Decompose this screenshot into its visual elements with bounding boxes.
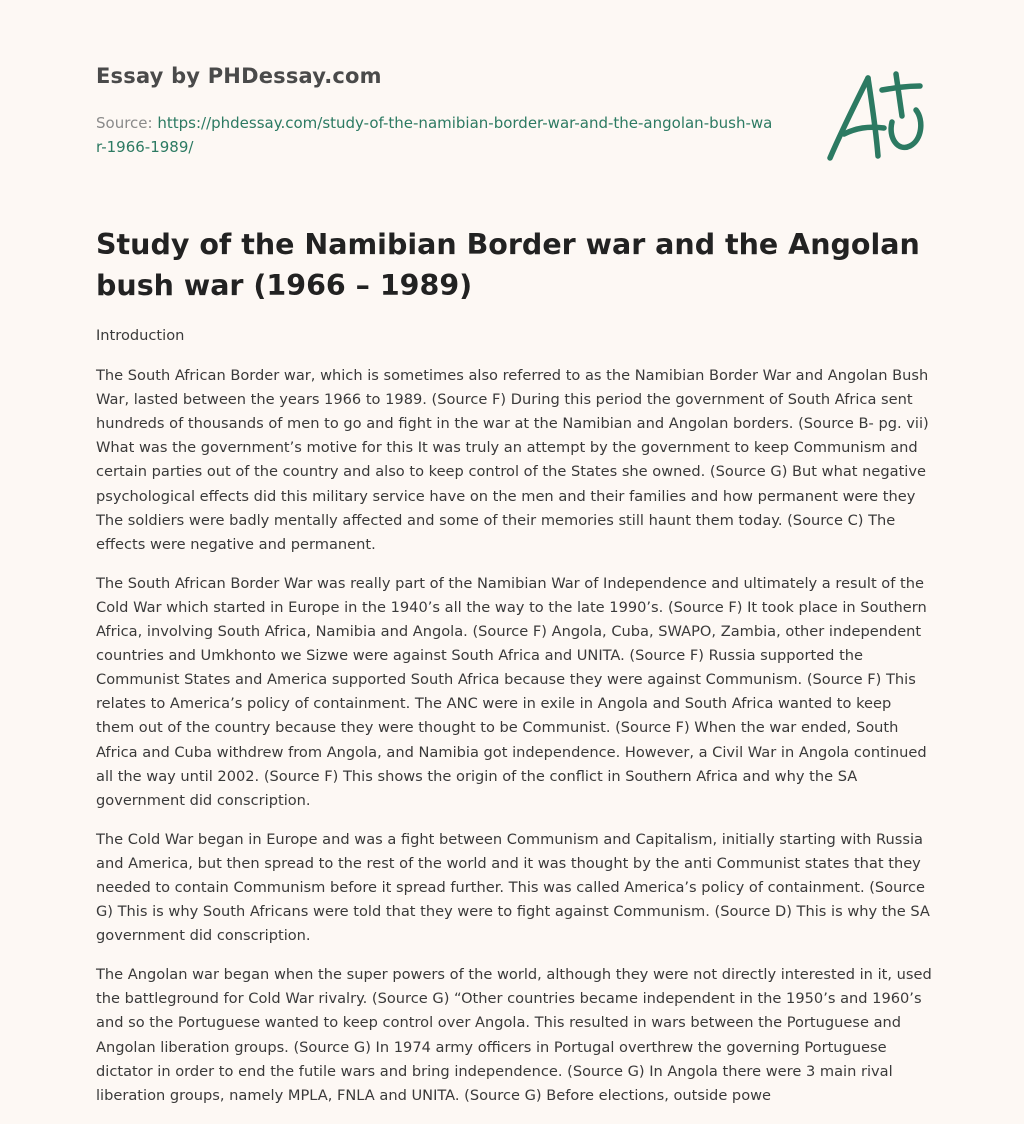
section-heading: Introduction bbox=[96, 327, 185, 344]
a-plus-logo-icon bbox=[822, 68, 928, 166]
essay-title: Study of the Namibian Border war and the Angolan bush war (1966 – 1989) bbox=[96, 228, 920, 302]
site-title: Essay by PHDessay.com bbox=[96, 64, 382, 88]
source-label: Source: bbox=[96, 114, 153, 132]
paragraph: The Cold War began in Europe and was a fight between Communism and Capitalism, initially starting with Russia and America, but then spread to the rest of the world and it was thought by the anti Communist states that they needed to contain Communism before it spread further. This was called America’s policy of containment. (Source G) This is why South Africans were told that they were to fight against Communism. (Source D) This is why the SA government did conscription. bbox=[96, 830, 930, 945]
essay-body bbox=[96, 324, 932, 1123]
source-line bbox=[96, 111, 776, 159]
paragraph: The South African Border war, which is sometimes also referred to as the Namibian Border War and Angolan Bush War, lasted between the years 1966 to 1989. (Source F) During this period the government of South Africa sent hundreds of thousands of men to go and fight in the war at the Namibian and Angolan borders. (Source B- pg. vii) What was the government’s motive for this It was truly an attempt by the government to keep Communism and certain parties out of the country and also to keep control of the States she owned. (Source G) But what negative psychological effects did this military service have on the men and their families and how permanent were they The soldiers were badly mentally affected and some of their memories still haunt them today. (Source C) The effects were negative and permanent. bbox=[96, 367, 929, 553]
source-link[interactable]: https://phdessay.com/study-of-the-namibian-border-war-and-the-angolan-bush-war-1966-1989/ bbox=[96, 114, 773, 156]
paragraph: The South African Border War was really part of the Namibian War of Independence and ultimately a result of the Cold War which started in Europe in the 1940’s all the way to the late 1990’s. (Source F) It took place in Southern Africa, involving South Africa, Namibia and Angola. (Source F) Angola, Cuba, SWAPO, Zambia, other independent countries and Umkhonto we Sizwe were against South Africa and UNITA. (Source F) Russia supported the Communist States and America supported South Africa because they were against Communism. (Source F) This relates to America’s policy of containment. The ANC were in exile in Angola and South Africa wanted to keep them out of the country because they were thought to be Communist. (Source F) When the war ended, South Africa and Cuba withdrew from Angola, and Namibia got independence. However, a Civil War in Angola continued all the way until 2002. (Source F) This shows the origin of the conflict in Southern Africa and why the SA government did conscription. bbox=[96, 574, 927, 809]
paragraph: The Angolan war began when the super powers of the world, although they were not directly interested in it, used the battleground for Cold War rivalry. (Source G) “Other countries became independent in the 1950’s and 1960’s and so the Portuguese wanted to keep control over Angola. This resulted in wars between the Portuguese and Angolan liberation groups. (Source G) In 1974 army officers in Portugal overthrew the governing Portuguese dictator in order to end the futile wars and bring independence. (Source G) In Angola there were 3 main rival liberation groups, namely MPLA, FNLA and UNITA. (Source G) Before elections, outside powe bbox=[96, 966, 932, 1104]
